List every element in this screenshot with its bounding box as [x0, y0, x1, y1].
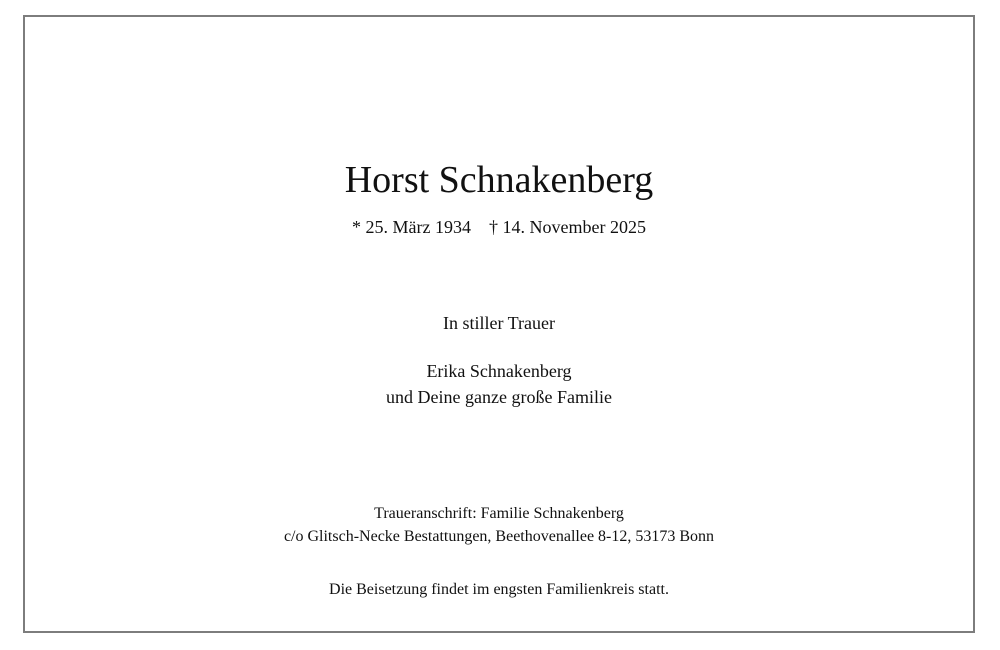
family-line-2: und Deine ganze große Familie	[386, 387, 612, 407]
birth-date: * 25. März 1934	[352, 217, 471, 237]
mourning-address-line-2: c/o Glitsch-Necke Bestattungen, Beethovenallee 8-12, 53173 Bonn	[283, 528, 715, 545]
mourning-line: In stiller Trauer	[443, 313, 555, 333]
family-line-1: Erika Schnakenberg	[426, 361, 572, 381]
death-date: † 14. November 2025	[489, 217, 646, 237]
life-dates	[25, 215, 973, 239]
deceased-name: Horst Schnakenberg	[344, 159, 654, 201]
burial-note: Die Beisetzung findet im engsten Familienkreis statt.	[329, 581, 669, 598]
mourning-address-line-1: Traueranschrift: Familie Schnakenberg	[374, 505, 624, 522]
obituary-notice	[23, 15, 975, 633]
